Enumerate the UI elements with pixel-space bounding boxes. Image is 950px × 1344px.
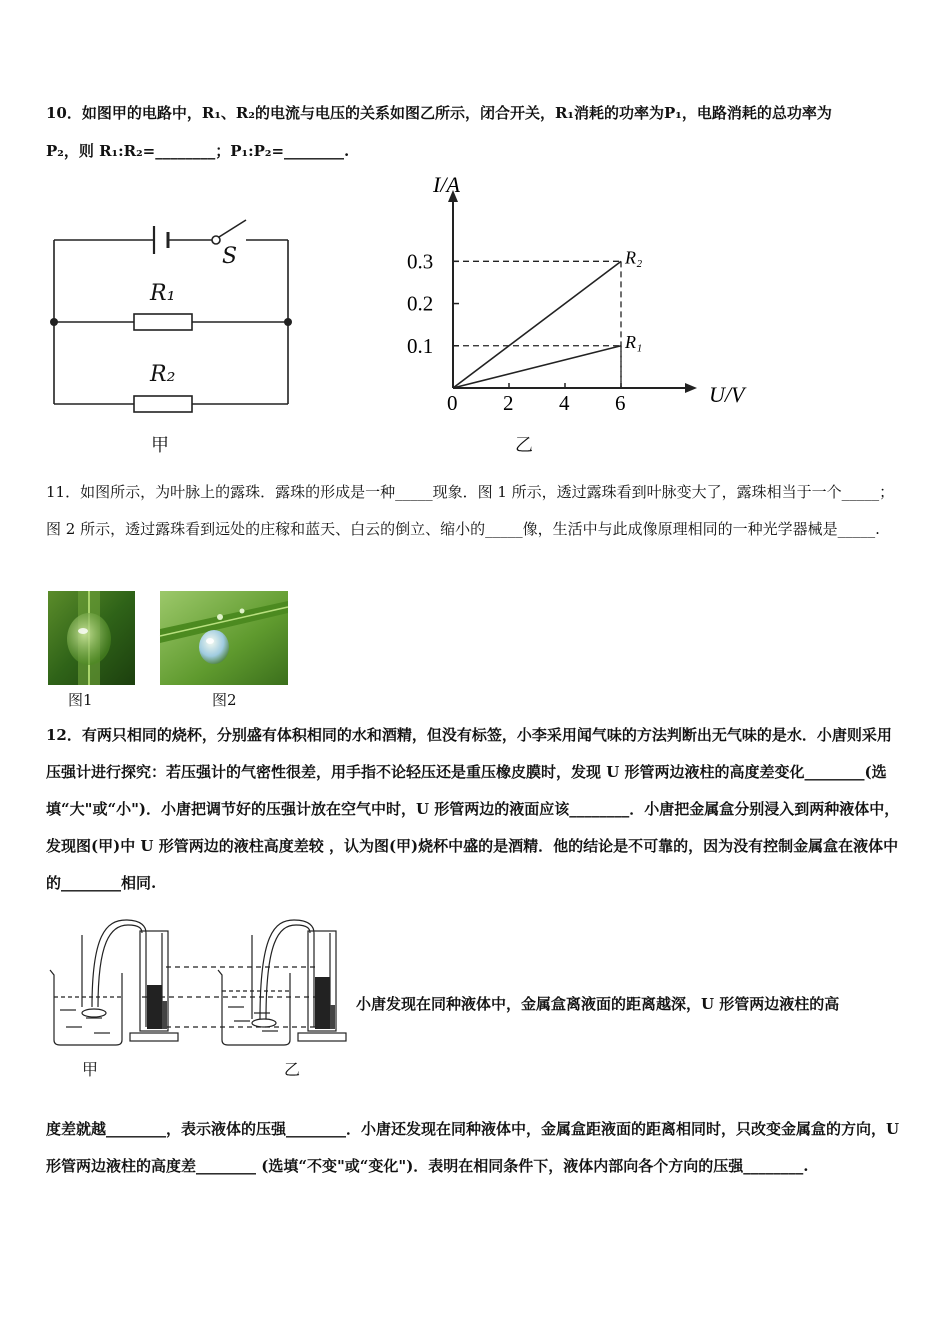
q10-line2: P₂，则 R₁:R₂=________；P₁:P₂=________. [46,142,350,160]
fig1-caption: 图1 [68,691,93,709]
y-axis-label: I/A [433,172,460,197]
r1-label: R₁ [150,281,176,306]
iu-graph [395,168,745,428]
y-tick-label: 0.1 [407,333,434,358]
series-label: R₁ [625,331,643,352]
pressure-gauge-figure [46,915,346,1050]
q10-line1: 10．如图甲的电路中，R₁、R₂的电流与电压的关系如图乙所示，闭合开关，R₁消耗的功率为P₁，电路消耗的总功率为 [46,104,832,122]
fig2-caption: 图2 [212,691,237,709]
x-tick-label: 6 [615,391,626,415]
q12-text: 12．有两只相同的烧杯，分别盛有体积相同的水和酒精，但没有标签，小李采用闻气味的方法判断出无气味的是水．小唐则采用压强计进行探究：若压强计的气密性很差，用手指不论轻压还是重压橡皮膜时，发现 U 形管两边液柱的高度差变化________(选填“大"或“小")．小唐把调节好的压强计放在空气中时，U 形管两边的液面应该________．小唐把金属盒分别浸入到两种液体中，发现图(甲)中 U 形管两边的液柱高度差较 ，认为图(甲)烧杯中盛的是酒精．他的结论是不可靠的，因为没有控制金属盒在液体中的________相同. [46,726,900,892]
y-tick-label: 0.2 [407,291,434,316]
x-axis-label: U/V [709,382,745,407]
series-line [453,346,621,388]
x-axis-arrow [685,383,697,393]
series-label: R₂ [625,247,643,268]
r2-label: R₂ [150,362,176,387]
x-tick-label: 4 [559,391,570,415]
switch-label: S [222,244,238,269]
fig-a-caption: 甲 [82,1060,99,1079]
y-tick-label: 0.3 [407,249,434,274]
dewdrop-photo-1 [48,591,135,685]
dewdrop-photo-2 [160,591,288,685]
q12-continuation: 度差就越________，表示液体的压强________．小唐还发现在同种液体中，金属盒距液面的距离相同时，只改变金属盒的方向，U 形管两边液柱的高度差________ (选填“不变"或“变化")．表明在相同条件下，液体内部向各个方向的压强________. [46,1120,900,1175]
graph-caption: 乙 [515,435,533,456]
q12-side-text: 小唐发现在同种液体中，金属盒离液面的距离越深，U 形管两边液柱的高 [356,995,840,1013]
x-tick-label: 0 [447,391,458,415]
series-line [453,261,621,388]
q11-text: 11．如图所示，为叶脉上的露珠．露珠的形成是一种_____现象．图 1 所示，透过露珠看到叶脉变大了，露珠相当于一个_____；图 2 所示，透过露珠看到远处的庄稼和蓝天、白云的倒立、缩小的_____像，生活中与此成像原理相同的一种光学器械是_____. [46,483,895,538]
circuit-caption: 甲 [151,435,169,456]
x-tick-label: 2 [503,391,514,415]
fig-b-caption: 乙 [284,1060,301,1079]
